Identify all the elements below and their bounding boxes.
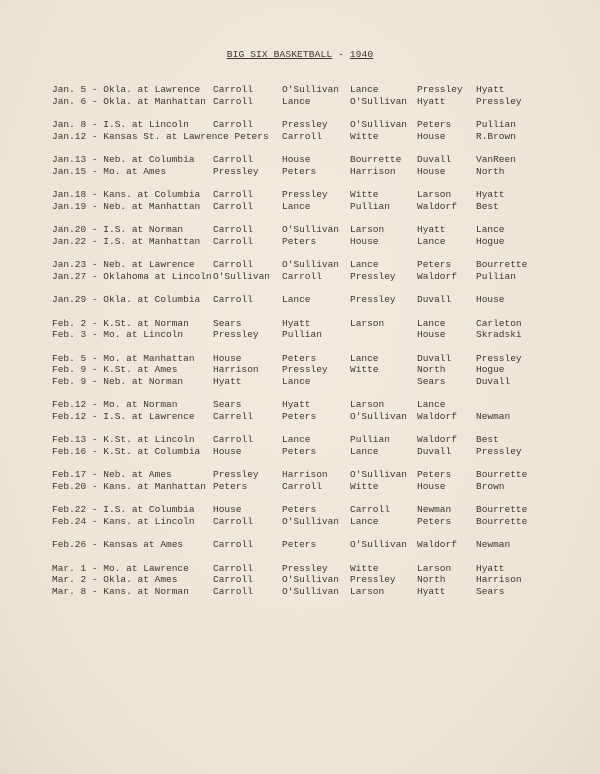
page-title (0, 49, 600, 60)
game-cell (52, 96, 206, 108)
player-cell: Carroll (282, 130, 322, 142)
game-text: Feb. 9 - Neb. at Norman (52, 375, 184, 387)
player-cell: Sears (417, 375, 446, 387)
title-separator: - (332, 49, 350, 60)
schedule-row (0, 271, 600, 283)
player-cell: O'Sullivan (350, 539, 408, 550)
game-cell (52, 119, 189, 131)
player-cell: North (417, 364, 446, 375)
game-text: Mar. 8 - Kans. at Norman (52, 585, 189, 597)
player-cell: Peters (282, 410, 317, 422)
player-cell: O'Sullivan (282, 574, 340, 585)
schedule-row (0, 201, 600, 213)
game-cell (52, 236, 200, 248)
player-cell: Lance (282, 200, 311, 212)
player-cell: Carroll (213, 84, 253, 95)
game-group (0, 504, 600, 527)
player-cell: Pressley (350, 574, 396, 585)
player-cell: Lance (282, 434, 311, 445)
game-group (0, 189, 600, 212)
game-text: Feb. 3 - Mo. at Lincoln (52, 329, 184, 340)
player-cell: Larson (350, 399, 385, 410)
player-cell: Lance (476, 224, 505, 235)
player-cell: Pressley (350, 294, 396, 305)
player-cell: Carroll (213, 154, 253, 165)
player-cell: Carroll (213, 434, 253, 445)
player-cell: Peters (282, 352, 317, 364)
game-cell (52, 271, 212, 283)
schedule-row (0, 96, 600, 108)
game-text: Feb.13 - K.St. at Lincoln (52, 434, 195, 445)
player-cell: Harrison (282, 469, 328, 480)
schedule-row (0, 154, 600, 166)
game-text: Jan.19 - Neb. at Manhattan (52, 200, 201, 212)
player-cell: Pressley (476, 445, 522, 457)
schedule-row (0, 318, 600, 330)
game-cell (52, 446, 200, 458)
player-cell: Hyatt (476, 562, 505, 574)
game-text: Mar. 2 - Okla. at Ames (52, 574, 178, 585)
player-cell: Bourrette (476, 504, 528, 515)
player-cell: Pressley (213, 165, 259, 177)
game-text: Feb.12 - Mo. at Norman (52, 399, 178, 410)
player-cell: O'Sullivan (282, 259, 340, 270)
player-cell: Carroll (282, 480, 322, 492)
game-group (0, 119, 600, 142)
player-cell: Witte (350, 189, 379, 200)
game-text: Feb.26 - Kansas at Ames (52, 539, 184, 550)
player-cell: Carroll (213, 95, 253, 107)
player-cell: VanReen (476, 154, 516, 165)
schedule-row (0, 516, 600, 528)
player-cell: Carroll (213, 539, 253, 550)
game-group (0, 434, 600, 457)
player-cell: Pressley (213, 469, 259, 480)
game-cell (52, 469, 172, 481)
player-cell: Peters (282, 504, 317, 515)
game-text: Jan.15 - Mo. at Ames (52, 165, 167, 177)
player-cell: O'Sullivan (350, 119, 408, 130)
player-cell: Pressley (213, 329, 259, 340)
player-cell: Larson (417, 189, 452, 200)
game-group (0, 154, 600, 177)
player-cell: Sears (213, 399, 242, 410)
schedule-row (0, 84, 600, 96)
player-cell: Duvall (417, 294, 452, 305)
game-text: Jan. 6 - Okla. at Manhattan (52, 95, 206, 107)
game-cell (52, 154, 195, 166)
player-cell: Hyatt (213, 375, 242, 387)
player-cell: O'Sullivan (350, 95, 408, 107)
player-cell: Witte (350, 130, 379, 142)
player-cell: Carroll (213, 515, 253, 527)
player-cell: Hyatt (282, 317, 311, 329)
player-cell: Waldorf (417, 434, 457, 445)
player-cell: Carroll (350, 504, 390, 515)
player-cell: Carroll (213, 200, 253, 212)
player-cell: Bourrette (350, 154, 402, 165)
player-cell: Carroll (213, 562, 253, 574)
player-cell: Pressley (282, 562, 328, 574)
player-cell: Lance (350, 259, 379, 270)
player-cell: Witte (350, 364, 379, 375)
game-cell (52, 364, 177, 376)
schedule-row (0, 563, 600, 575)
player-cell: R.Brown (476, 130, 516, 142)
player-cell: North (417, 574, 446, 585)
game-group (0, 353, 600, 388)
player-cell: O'Sullivan (282, 585, 340, 597)
game-text: Feb. 5 - Mo. at Manhattan (52, 352, 195, 364)
game-cell (52, 166, 166, 178)
title-main: BIG SIX BASKETBALL (226, 49, 333, 60)
player-cell: Carrell (213, 410, 253, 422)
player-cell: House (213, 445, 242, 457)
player-cell: Duvall (476, 375, 511, 387)
player-cell: Bourrette (476, 515, 528, 527)
player-cell: Peters (282, 445, 317, 457)
game-text: Feb.17 - Neb. at Ames (52, 469, 172, 480)
game-cell (52, 189, 200, 201)
player-cell: Hyatt (476, 84, 505, 95)
schedule-row (0, 586, 600, 598)
player-cell: Lance (350, 515, 379, 527)
player-cell: Pressley (282, 189, 328, 200)
title-year: 1940 (349, 49, 374, 60)
player-cell: Sears (476, 585, 505, 597)
player-cell: Hyatt (417, 224, 446, 235)
player-cell: Waldorf (417, 200, 457, 212)
player-cell: O'Sullivan (350, 410, 408, 422)
game-group (0, 563, 600, 598)
player-cell: Larson (350, 224, 385, 235)
player-cell: House (213, 352, 242, 364)
player-cell: Peters (234, 130, 269, 142)
game-cell (52, 376, 183, 388)
player-cell: Pressley (350, 270, 396, 282)
game-cell (52, 353, 195, 365)
game-text: Jan.20 - I.S. at Norman (52, 224, 184, 235)
player-cell: Lance (350, 84, 379, 95)
schedule-row (0, 434, 600, 446)
schedule-row (0, 399, 600, 411)
schedule-row (0, 329, 600, 341)
player-cell: Hyatt (417, 95, 446, 107)
player-cell: Duvall (417, 352, 452, 364)
player-cell: Lance (350, 352, 379, 364)
game-cell (52, 224, 183, 236)
game-text: Mar. 1 - Mo. at Lawrence (52, 562, 189, 574)
player-cell: North (476, 165, 505, 177)
player-cell: Peters (417, 119, 452, 130)
game-text: Jan.27 - Oklahoma at Lincoln (52, 270, 212, 282)
player-cell: Sears (213, 317, 242, 329)
player-cell: Carroll (213, 119, 253, 130)
schedule-row (0, 574, 600, 586)
game-cell (52, 84, 200, 96)
game-text: Feb. 9 - K.St. at Ames (52, 364, 178, 375)
player-cell: Pressley (476, 95, 522, 107)
player-cell: Newman (417, 504, 452, 515)
game-group (0, 399, 600, 422)
schedule-row (0, 259, 600, 271)
player-cell: House (417, 480, 446, 492)
player-cell: Pressley (282, 119, 328, 130)
game-text: Feb.20 - Kans. at Manhattan (52, 480, 206, 492)
player-cell: House (417, 165, 446, 177)
player-cell: Lance (417, 317, 446, 329)
game-group (0, 259, 600, 282)
player-cell: Peters (282, 165, 317, 177)
player-cell: House (350, 235, 379, 247)
player-cell: O'Sullivan (282, 84, 340, 95)
schedule-row (0, 119, 600, 131)
player-cell: Carroll (213, 585, 253, 597)
player-cell: Carroll (213, 189, 253, 200)
schedule-row (0, 364, 600, 376)
player-cell: House (476, 294, 505, 305)
player-cell: Lance (417, 235, 446, 247)
player-cell: O'Sullivan (350, 469, 408, 480)
schedule-row (0, 189, 600, 201)
player-cell: Pressley (417, 84, 463, 95)
schedule-row (0, 166, 600, 178)
player-cell: Brown (476, 480, 505, 492)
schedule-row (0, 236, 600, 248)
player-cell: Best (476, 434, 499, 445)
schedule-row (0, 294, 600, 306)
game-text: Feb.12 - I.S. at Lawrence (52, 410, 195, 422)
game-group (0, 539, 600, 551)
player-cell: Lance (282, 294, 311, 305)
player-cell: Carroll (213, 224, 253, 235)
game-cell (52, 259, 195, 271)
player-cell: Peters (417, 469, 452, 480)
game-text: Jan.22 - I.S. at Manhattan (52, 235, 201, 247)
player-cell: Harrison (476, 574, 522, 585)
game-text: Jan. 5 - Okla. at Lawrence (52, 84, 201, 95)
game-cell (52, 201, 200, 213)
player-cell: O'Sullivan (282, 224, 340, 235)
schedule-row (0, 411, 600, 423)
game-cell (52, 586, 189, 598)
player-cell: Carroll (213, 294, 253, 305)
player-cell: Peters (417, 515, 452, 527)
player-cell: Duvall (417, 154, 452, 165)
player-cell: Lance (350, 445, 379, 457)
player-cell: Harrison (213, 364, 259, 375)
player-cell: Harrison (350, 165, 396, 177)
player-cell: Pullian (350, 200, 390, 212)
player-cell: Skradski (476, 329, 522, 340)
player-cell: Pressley (476, 352, 522, 364)
schedule-row (0, 469, 600, 481)
game-cell (52, 539, 183, 551)
player-cell: Duvall (417, 445, 452, 457)
game-text: Feb.22 - I.S. at Columbia (52, 504, 195, 515)
player-cell: Larson (350, 585, 385, 597)
game-text: Jan. 8 - I.S. at Lincoln (52, 119, 189, 130)
player-cell: Hogue (476, 235, 505, 247)
player-cell: Newman (476, 539, 511, 550)
player-cell: Bourrette (476, 469, 528, 480)
game-text: Feb.16 - K.St. at Columbia (52, 445, 201, 457)
player-cell: House (282, 154, 311, 165)
player-cell: Best (476, 200, 499, 212)
game-cell (52, 504, 195, 516)
player-cell: House (417, 130, 446, 142)
player-cell: Carroll (282, 270, 322, 282)
game-text: Jan.29 - Okla. at Columbia (52, 294, 201, 305)
player-cell: Carroll (213, 235, 253, 247)
player-cell: Carroll (213, 574, 253, 585)
player-cell: Lance (282, 375, 311, 387)
player-cell: Lance (417, 399, 446, 410)
game-text: Jan.18 - Kans. at Columbia (52, 189, 201, 200)
player-cell: Lance (282, 95, 311, 107)
player-cell: Pressley (282, 364, 328, 375)
player-cell: Witte (350, 480, 379, 492)
player-cell: Bourrette (476, 259, 528, 270)
schedule-row (0, 353, 600, 365)
game-cell (52, 329, 183, 341)
player-cell: Waldorf (417, 410, 457, 422)
game-cell (52, 294, 200, 306)
schedule-row (0, 224, 600, 236)
player-cell: O'Sullivan (282, 515, 340, 527)
schedule-row (0, 376, 600, 388)
player-cell: House (213, 504, 242, 515)
player-cell: Carleton (476, 317, 522, 329)
game-text: Jan.12 - Kansas St. at Lawrence (52, 130, 229, 142)
game-text: Feb. 2 - K.St. at Norman (52, 317, 189, 329)
player-cell: Hyatt (282, 399, 311, 410)
game-cell (52, 563, 189, 575)
game-group (0, 294, 600, 306)
game-cell (52, 516, 195, 528)
schedule-row (0, 131, 600, 143)
player-cell: Pullian (476, 119, 516, 130)
game-group (0, 224, 600, 247)
game-text: Jan.23 - Neb. at Lawrence (52, 259, 195, 270)
player-cell: Waldorf (417, 270, 457, 282)
player-cell: Hyatt (417, 585, 446, 597)
schedule-row (0, 446, 600, 458)
player-cell: Larson (350, 317, 385, 329)
game-cell (52, 574, 177, 586)
player-cell: Peters (213, 480, 248, 492)
schedule-row (0, 481, 600, 493)
game-group (0, 318, 600, 341)
game-group (0, 84, 600, 107)
schedule-list (0, 84, 600, 609)
player-cell: Carroll (213, 259, 253, 270)
game-group (0, 469, 600, 492)
player-cell: Waldorf (417, 539, 457, 550)
game-cell (52, 131, 269, 143)
player-cell: O'Sullivan (213, 270, 271, 282)
player-cell: Peters (282, 235, 317, 247)
game-cell (52, 434, 195, 446)
player-cell: Peters (282, 539, 317, 550)
game-cell (52, 481, 206, 493)
game-cell (52, 399, 177, 411)
schedule-row (0, 539, 600, 551)
player-cell: Hyatt (476, 189, 505, 200)
player-cell: Witte (350, 562, 379, 574)
player-cell: Peters (417, 259, 452, 270)
game-text: Jan.13 - Neb. at Columbia (52, 154, 195, 165)
player-cell: Larson (417, 562, 452, 574)
player-cell: Newman (476, 410, 511, 422)
schedule-row (0, 504, 600, 516)
game-text: Feb.24 - Kans. at Lincoln (52, 515, 195, 527)
player-cell: Hogue (476, 364, 505, 375)
game-cell (52, 318, 189, 330)
game-cell (52, 411, 195, 423)
player-cell: Pullian (350, 434, 390, 445)
player-cell: Pullian (476, 270, 516, 282)
player-cell: Pullian (282, 329, 322, 340)
player-cell: House (417, 329, 446, 340)
